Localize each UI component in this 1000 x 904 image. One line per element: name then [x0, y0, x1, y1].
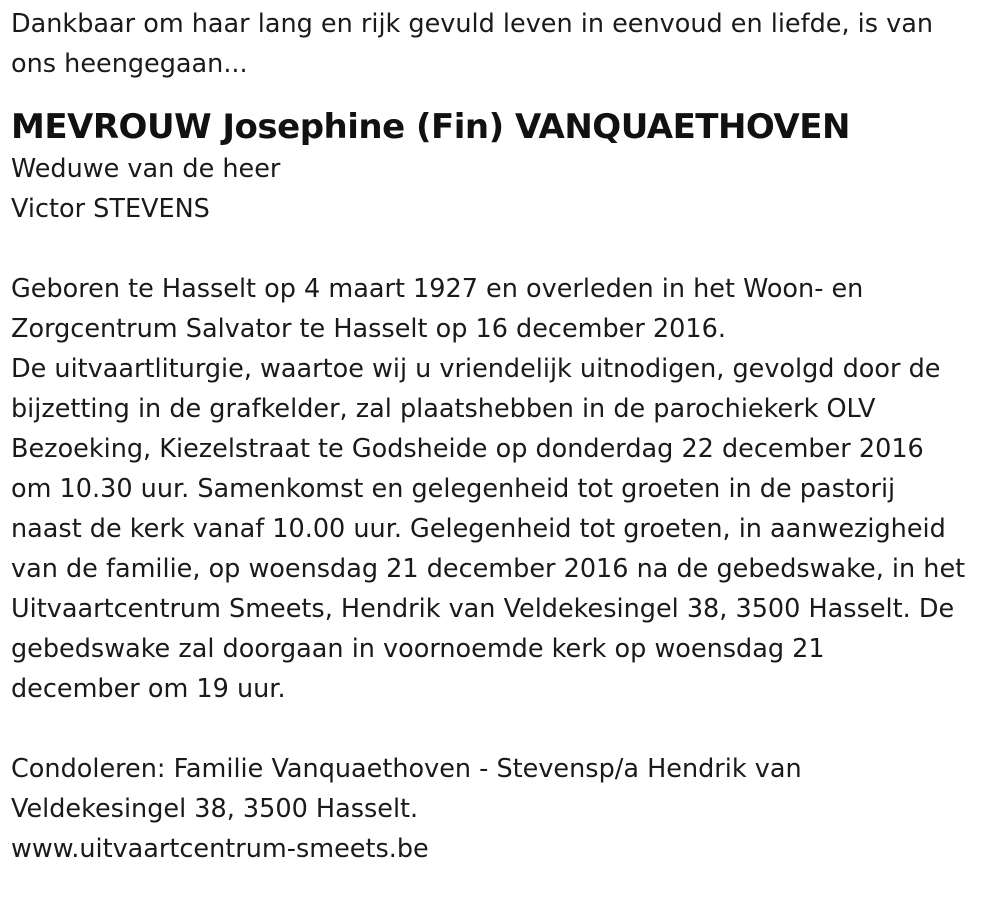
spacer: [11, 709, 991, 749]
obituary-notice: [11, 4, 991, 869]
spacer: [11, 229, 991, 269]
deceased-name: MEVROUW Josephine (Fin) VANQUAETHOVEN: [11, 107, 850, 147]
website-link[interactable]: www.uitvaartcentrum-smeets.be: [11, 834, 429, 864]
body-line: Uitvaartcentrum Smeets, Hendrik van Veldekesingel 38, 3500 Hasselt. De: [11, 594, 955, 624]
body-line: naast de kerk vanaf 10.00 uur. Gelegenheid tot groeten, in aanwezigheid: [11, 514, 946, 544]
obituary-body: [11, 269, 991, 709]
condolence-line: Condoleren: Familie Vanquaethoven - Stevensp/a Hendrik van: [11, 754, 802, 784]
body-line: Geboren te Hasselt op 4 maart 1927 en overleden in het Woon- en: [11, 274, 864, 304]
body-line: Bezoeking, Kiezelstraat te Godsheide op donderdag 22 december 2016: [11, 434, 924, 464]
body-line: bijzetting in de grafkelder, zal plaatshebben in de parochiekerk OLV: [11, 394, 876, 424]
intro-line: ons heengegaan...: [11, 49, 248, 79]
condolence-line: Veldekesingel 38, 3500 Hasselt.: [11, 794, 419, 824]
intro-text: [11, 4, 991, 84]
body-line: De uitvaartliturgie, waartoe wij u vriendelijk uitnodigen, gevolgd door de: [11, 354, 941, 384]
body-line: van de familie, op woensdag 21 december 2016 na de gebedswake, in het: [11, 554, 966, 584]
body-line: december om 19 uur.: [11, 674, 286, 704]
intro-line: Dankbaar om haar lang en rijk gevuld leven in eenvoud en liefde, is van: [11, 9, 934, 39]
condolence-block: [11, 749, 991, 869]
body-line: gebedswake zal doorgaan in voornoemde kerk op woensdag 21: [11, 634, 825, 664]
body-line: om 10.30 uur. Samenkomst en gelegenheid tot groeten in de pastorij: [11, 474, 896, 504]
widow-of-label: Weduwe van de heer: [11, 154, 281, 184]
body-line: Zorgcentrum Salvator te Hasselt op 16 december 2016.: [11, 314, 726, 344]
spouse-name: Victor STEVENS: [11, 194, 210, 224]
